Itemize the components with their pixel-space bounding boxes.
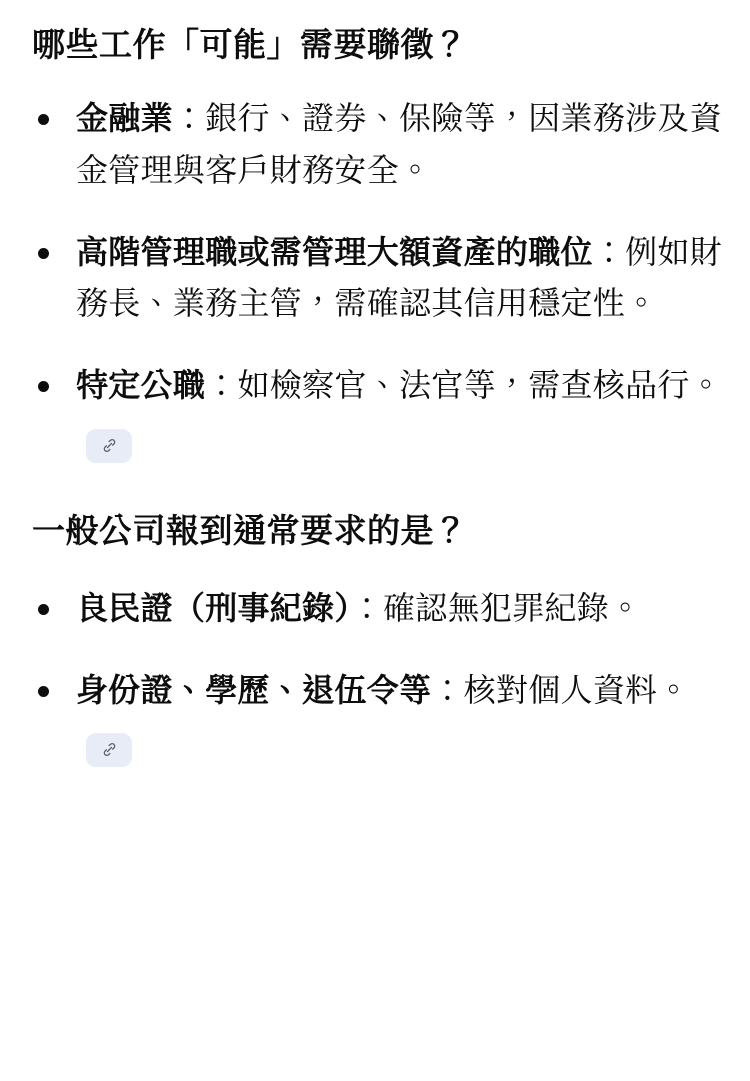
section-2-bullet-list <box>24 583 726 768</box>
section-2 <box>24 510 726 768</box>
section-1-bullet-list <box>24 93 726 464</box>
list-item <box>24 227 726 331</box>
link-icon <box>100 436 119 455</box>
section-1 <box>24 24 726 464</box>
list-item-lead: 特定公職 <box>76 367 206 404</box>
list-item-lead: 良民證（刑事紀錄） <box>76 589 351 626</box>
list-item <box>24 583 726 635</box>
list-item-lead: 金融業 <box>76 99 173 136</box>
list-item-lead: 身份證、學歷、退伍令等 <box>76 671 432 708</box>
citation-link-chip[interactable] <box>86 733 132 767</box>
list-item-lead: 高階管理職或需管理大額資產的職位 <box>76 233 593 270</box>
bullet-dot-icon <box>38 248 49 259</box>
bullet-dot-icon <box>38 381 49 392</box>
list-item-text: ：核對個人資料。 <box>431 671 690 708</box>
section-1-title: 哪些工作「可能」需要聯徵？ <box>32 26 468 63</box>
link-icon <box>100 740 119 759</box>
list-item <box>24 665 726 769</box>
list-item <box>24 93 726 197</box>
list-item-text: ：例如財務長、業務主管，需確認其信用穩定性。 <box>76 233 723 322</box>
list-item <box>24 360 726 464</box>
bullet-dot-icon <box>38 686 49 697</box>
list-item-text: ：銀行、證券、保險等，因業務涉及資金管理與客戶財務安全。 <box>76 99 723 188</box>
citation-link-chip[interactable] <box>86 429 132 463</box>
list-item-text: ：如檢察官、法官等，需查核品行。 <box>205 367 723 404</box>
bullet-dot-icon <box>38 604 49 615</box>
bullet-dot-icon <box>38 114 49 125</box>
section-2-title: 一般公司報到通常要求的是？ <box>32 511 468 549</box>
list-item-text: ：確認無犯罪紀錄。 <box>350 589 642 626</box>
